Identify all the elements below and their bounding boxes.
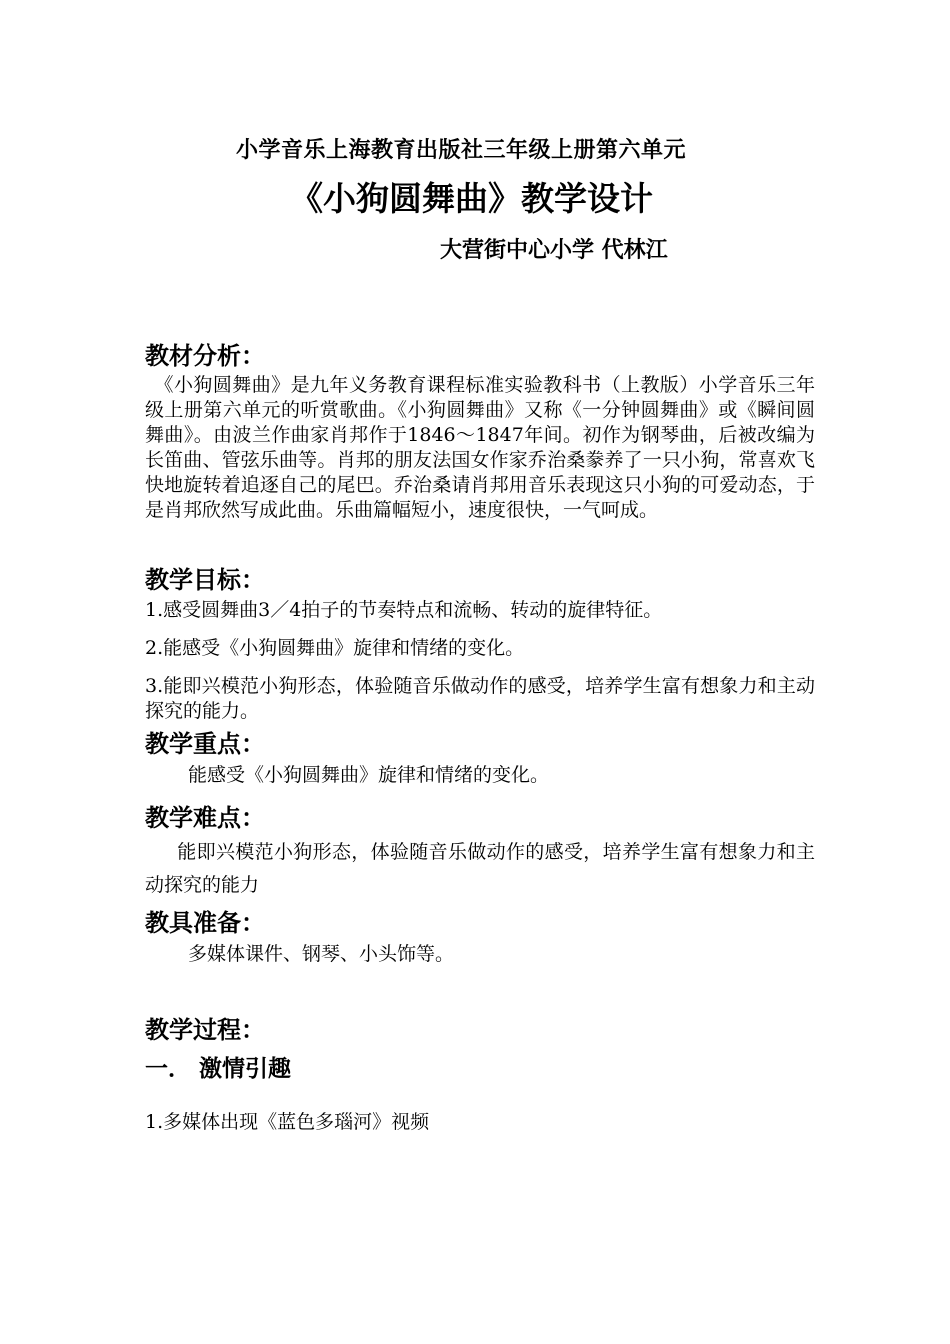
- document-subtitle: 小学音乐上海教育出版社三年级上册第六单元: [236, 138, 687, 163]
- key-points-text: 能感受《小狗圆舞曲》旋律和情绪的变化。: [188, 764, 550, 786]
- materials-text: 多媒体课件、钢琴、小头饰等。: [188, 943, 455, 965]
- heading-goals: 教学目标：: [145, 566, 265, 594]
- goal-item-3: 3.能即兴模范小狗形态，体验随音乐做动作的感受，培养学生富有想象力和主动探究的能力。: [145, 675, 815, 722]
- process-step-1-title: 一． 激情引趣: [145, 1056, 292, 1082]
- goal-item-2: 2.能感受《小狗圆舞曲》旋律和情绪的变化。: [145, 637, 525, 659]
- heading-process: 教学过程：: [145, 1016, 265, 1044]
- document-author: 大营街中心小学 代林江: [440, 238, 668, 263]
- process-step-1-item-1: 1.多媒体出现《蓝色多瑙河》视频: [145, 1111, 430, 1133]
- heading-materials: 教具准备：: [145, 909, 265, 937]
- goal-item-1: 1.感受圆舞曲3／4拍子的节奏特点和流畅、转动的旋律特征。: [145, 599, 663, 621]
- analysis-paragraph: 《小狗圆舞曲》是九年义务教育课程标准实验教科书（上教版）小学音乐三年级上册第六单元的听赏歌曲。《小狗圆舞曲》又称《一分钟圆舞曲》或《瞬间圆舞曲》。由波兰作曲家肖邦作于1846～1847年间。初作为钢琴曲，后被改编为长笛曲、管弦乐曲等。肖邦的朋友法国女作家乔治桑豢养了一只小狗，常喜欢飞快地旋转着追逐自己的尾巴。乔治桑请肖邦用音乐表现这只小狗的可爱动态，于是肖邦欣然写成此曲。乐曲篇幅短小，速度很快，一气呵成。: [145, 374, 815, 521]
- document-title: 《小狗圆舞曲》教学设计: [290, 179, 653, 218]
- difficulties-text: 能即兴模范小狗形态，体验随音乐做动作的感受，培养学生富有想象力和主动探究的能力: [145, 841, 815, 896]
- heading-key-points: 教学重点：: [145, 730, 265, 758]
- heading-difficulties: 教学难点：: [145, 804, 265, 832]
- heading-analysis: 教材分析：: [145, 342, 265, 370]
